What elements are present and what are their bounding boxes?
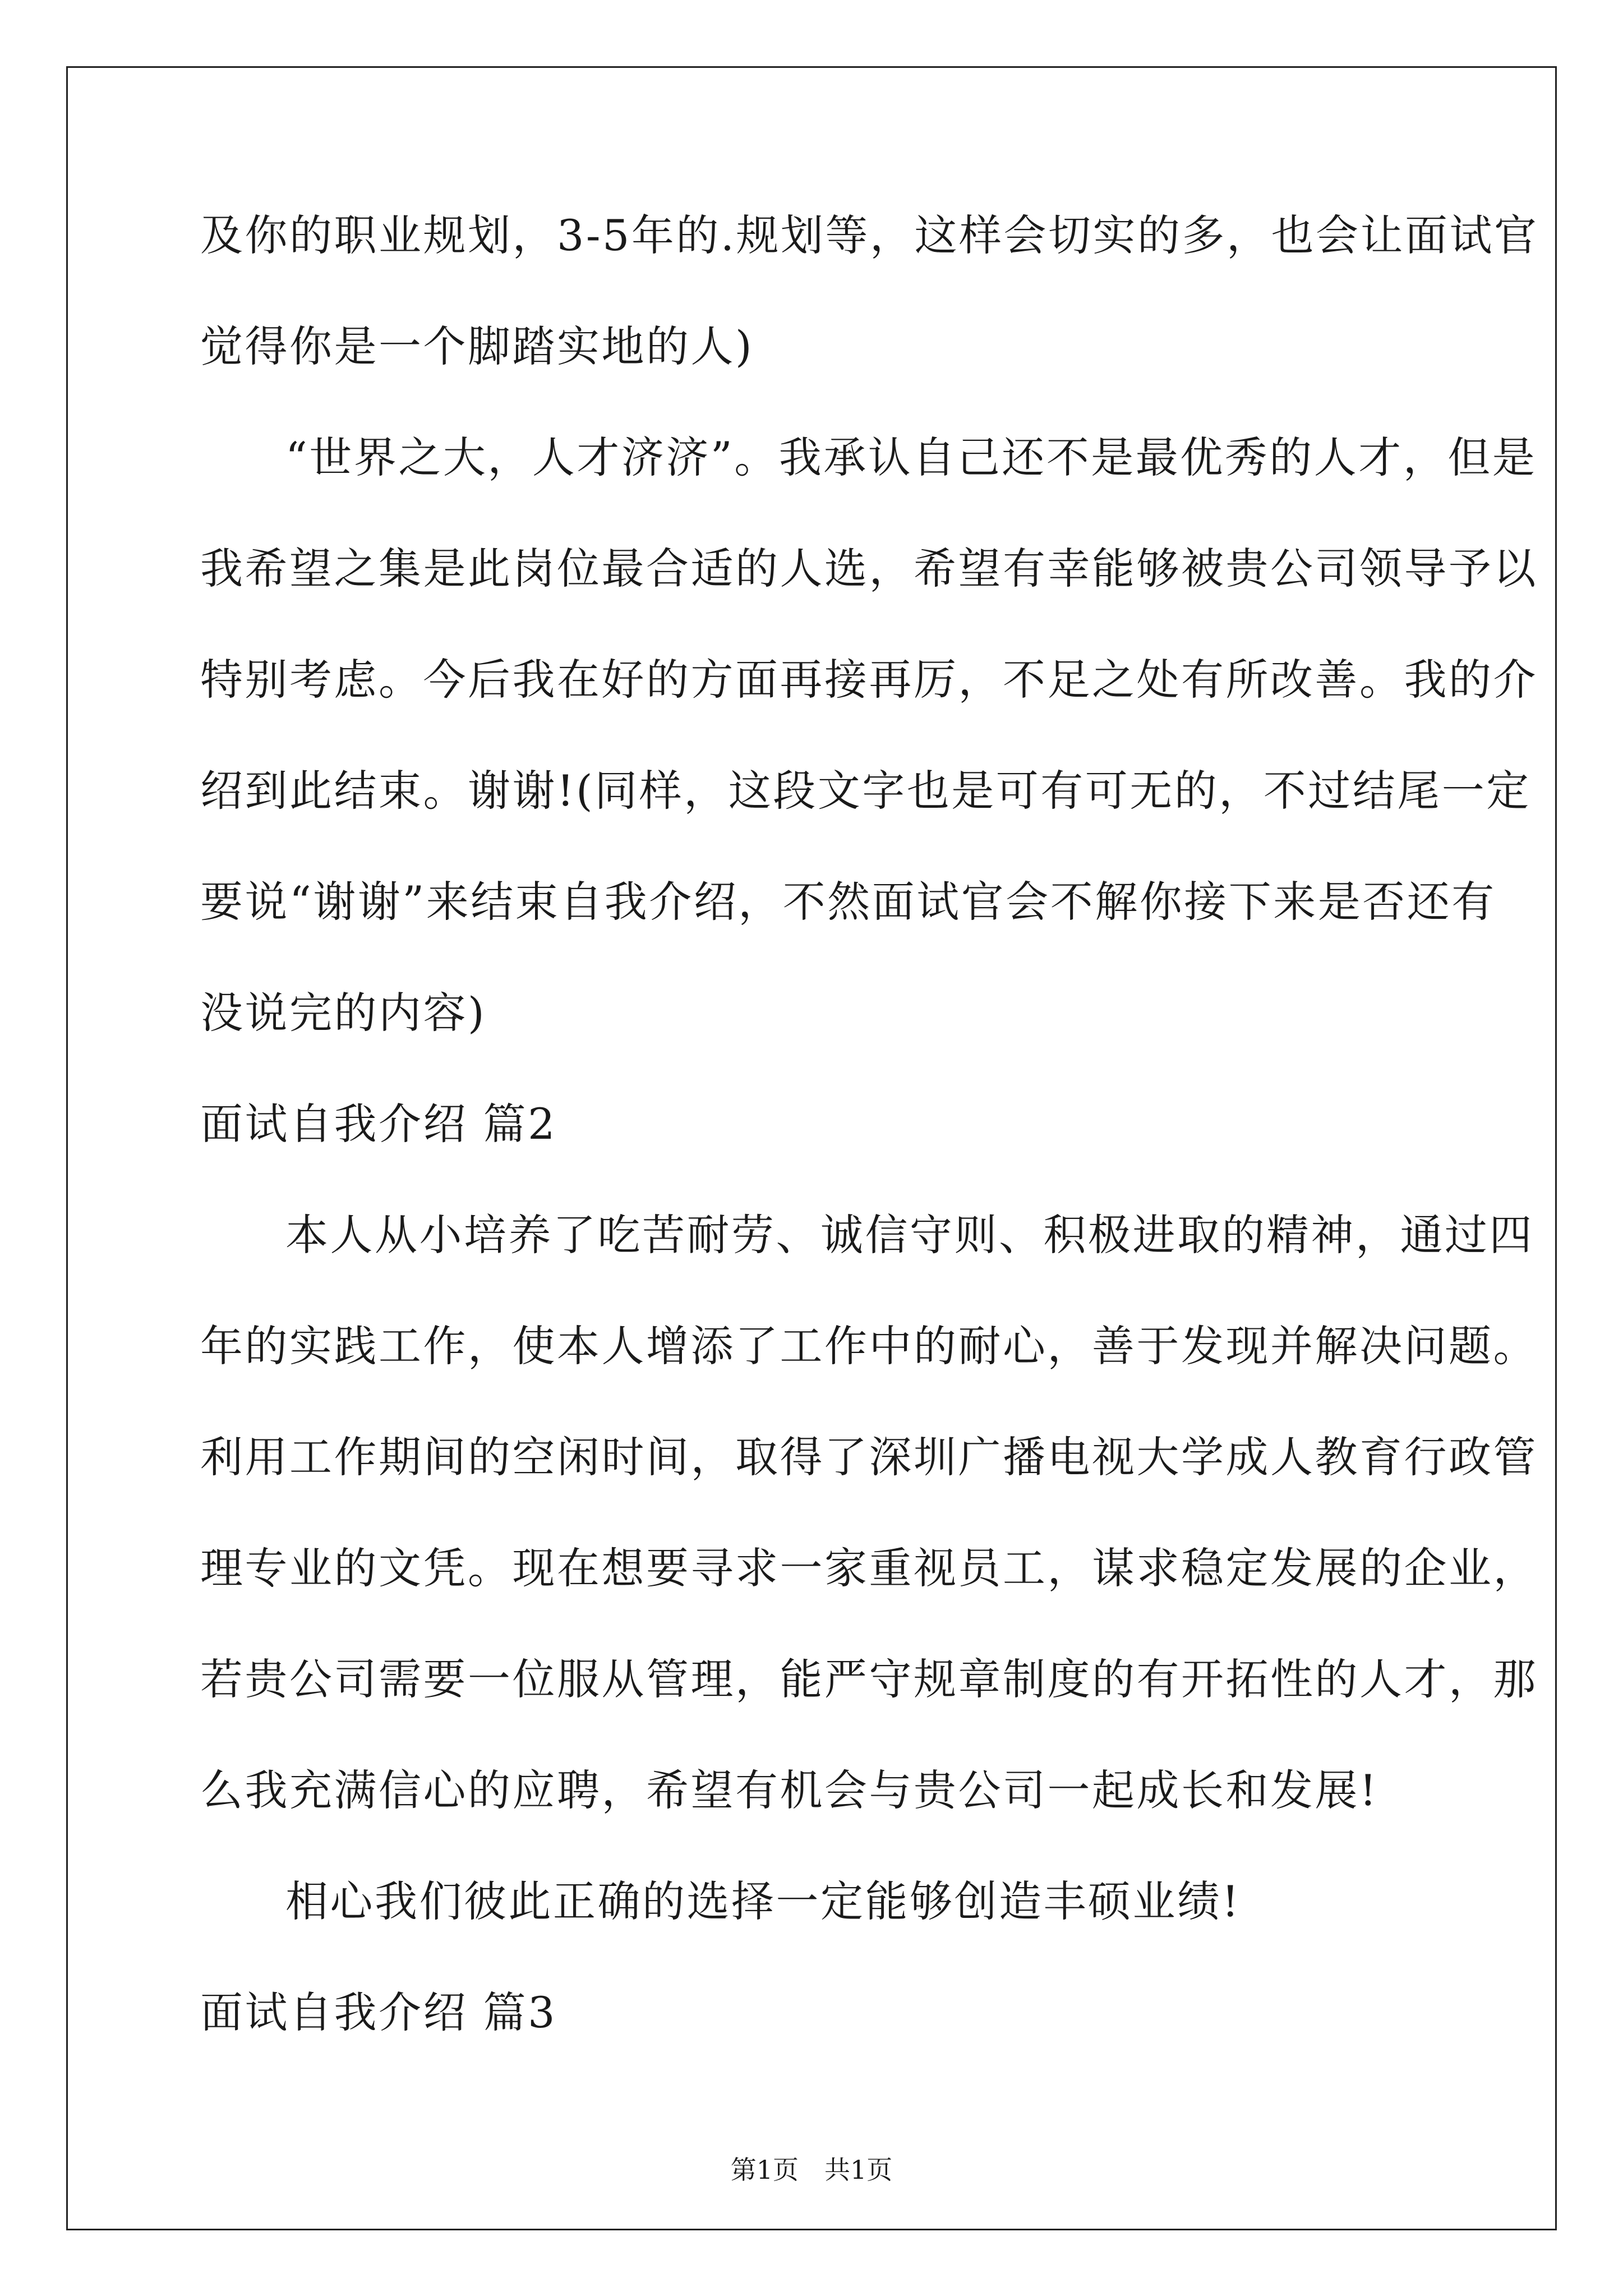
paragraph-start: 本人从小培养了吃苦耐劳、诚信守则、积极进取的精神，通过四 bbox=[285, 1210, 1534, 1260]
section-heading: 面试自我介绍 篇3 bbox=[200, 1987, 557, 2037]
text-line: 利用工作期间的空闲时间，取得了深圳广播电视大学成人教育行政管 bbox=[200, 1432, 1538, 1482]
text-line: 理专业的文凭。现在想要寻求一家重视员工，谋求稳定发展的企业， bbox=[200, 1543, 1538, 1593]
text-line: 绍到此结束。谢谢!(同样，这段文字也是可有可无的，不过结尾一定 bbox=[200, 766, 1531, 816]
text-line: 么我充满信心的应聘，希望有机会与贵公司一起成长和发展! bbox=[200, 1765, 1379, 1815]
text-line: 没说完的内容) bbox=[200, 988, 487, 1038]
page-number: 第1页 共1页 bbox=[730, 2155, 893, 2185]
paragraph-start: 相心我们彼此正确的选择一定能够创造丰硕业绩! bbox=[285, 1876, 1241, 1926]
text-line: 及你的职业规划，3-5年的.规划等，这样会切实的多，也会让面试官 bbox=[200, 210, 1539, 260]
text-line: 年的实践工作，使本人增添了工作中的耐心，善于发现并解决问题。 bbox=[200, 1321, 1538, 1371]
text-line: 要说“谢谢”来结束自我介绍，不然面试官会不解你接下来是否还有 bbox=[200, 877, 1496, 927]
text-line: 觉得你是一个脚踏实地的人) bbox=[200, 321, 754, 371]
text-line: 我希望之集是此岗位最合适的人选，希望有幸能够被贵公司领导予以 bbox=[200, 544, 1538, 593]
text-line: 特别考虑。今后我在好的方面再接再厉，不足之处有所改善。我的介 bbox=[200, 655, 1538, 705]
section-heading: 面试自我介绍 篇2 bbox=[200, 1099, 557, 1149]
text-line: 若贵公司需要一位服从管理，能严守规章制度的有开拓性的人才，那 bbox=[200, 1654, 1538, 1704]
paragraph-start: “世界之大，人才济济”。我承认自己还不是最优秀的人才，但是 bbox=[285, 432, 1537, 482]
